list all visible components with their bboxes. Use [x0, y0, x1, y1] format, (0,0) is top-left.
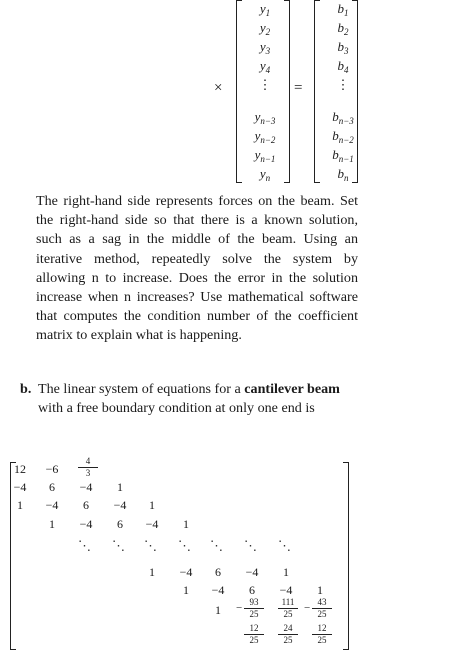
fraction-denominator: 25	[249, 635, 259, 645]
fraction-denominator: 3	[85, 468, 91, 478]
fraction-denominator: 25	[283, 635, 293, 645]
matrix-entry: −4	[145, 517, 159, 531]
y-vector-entry: $y_1$	[259, 1, 271, 18]
matrix-entry: 1	[117, 480, 123, 494]
y-vector-entry: $y_{n-3}$	[254, 109, 276, 126]
fraction-denominator: 25	[317, 635, 327, 645]
matrix-entry: −4	[79, 480, 93, 494]
matrix-right-bracket	[343, 462, 349, 650]
matrix-entry: 1	[49, 517, 55, 531]
matrix-entry: 1	[317, 583, 323, 597]
b-vector-entry: $b_n$	[337, 166, 349, 183]
item-b-label: b.	[20, 381, 32, 397]
matrix-entry: −6	[45, 462, 59, 476]
b-vector	[314, 0, 372, 181]
item-b-text-after: with a free boundary condition at only one end is	[38, 400, 315, 416]
y-vector-entry: $y_n$	[259, 166, 271, 183]
matrix-entry: 6	[249, 583, 255, 597]
y-vector-entry: $y_2$	[259, 20, 271, 37]
b-vector-entry: $b_{n-2}$	[332, 128, 354, 145]
fraction-sign: −	[236, 602, 243, 614]
b-vector-entry: $b_4$	[337, 58, 349, 75]
fraction-denominator: 25	[283, 609, 293, 619]
matrix-entry: 1	[183, 583, 189, 597]
b-vector-entry: $b_3$	[337, 39, 349, 56]
y-vector-entry: $y_{n-1}$	[254, 147, 276, 164]
fraction-numerator: 43	[312, 598, 332, 609]
matrix-entry: 12	[14, 462, 26, 476]
matrix-entry: −4	[211, 583, 225, 597]
fraction-numerator: 111	[278, 598, 298, 609]
item-b-text	[38, 380, 360, 418]
diagonal-dots: ⋱	[78, 538, 90, 553]
fraction-denominator: 25	[249, 609, 259, 619]
diagonal-dots: ⋱	[112, 538, 124, 553]
y-vector-entry: $y_3$	[259, 39, 271, 56]
matrix-entry: −4	[79, 517, 93, 531]
equals-sign: =	[294, 80, 303, 96]
diagonal-dots: ⋱	[178, 538, 190, 553]
fraction-sign: −	[304, 602, 311, 614]
b-vector-entry: $b_{n-1}$	[332, 147, 354, 164]
times-sign: ×	[214, 80, 223, 96]
matrix-entry: −4	[13, 480, 27, 494]
fraction-numerator: 12	[244, 624, 264, 635]
matrix-entry: −4	[113, 498, 127, 512]
matrix-entry: −4	[245, 565, 259, 579]
diagonal-dots: ⋱	[144, 538, 156, 553]
fraction-numerator: 24	[278, 624, 298, 635]
matrix-entry: 1	[149, 565, 155, 579]
y-vector-entry: ⋮	[258, 77, 272, 92]
b-vector-entry: $b_1$	[337, 1, 349, 18]
fraction-denominator: 25	[317, 609, 327, 619]
diagonal-dots: ⋱	[278, 538, 290, 553]
b-vector-entry: $b_2$	[337, 20, 349, 37]
matrix-entry: 6	[83, 498, 89, 512]
matrix-entry: 1	[283, 565, 289, 579]
b-vector-entry: $b_{n-3}$	[332, 109, 354, 126]
item-b-text-before: The linear system of equations for a	[38, 381, 245, 397]
matrix-entry: 1	[17, 498, 23, 512]
paragraph-text: The right-hand side represents forces on the beam. Set the right-hand side so that there is a known solution, such as a sag in the middle of the beam. Using an iterative method, repeatedly solve the system by allowing n to increase. Does the error in the solution increase when n increases? Use mathematical software that computes the condition number of the coefficient matrix to explain what is happening.	[36, 193, 358, 344]
matrix-entry: 1	[149, 498, 155, 512]
diagonal-dots: ⋱	[244, 538, 256, 553]
item-b-bold-term: cantilever beam	[244, 381, 340, 397]
y-vector-right-bracket	[284, 0, 290, 183]
matrix-entry: 6	[117, 517, 123, 531]
fraction-numerator: 4	[78, 457, 98, 468]
matrix-entry: −4	[179, 565, 193, 579]
y-vector-entry: $y_{n-2}$	[254, 128, 276, 145]
matrix-entry: −4	[279, 583, 293, 597]
matrix-entry: 6	[215, 565, 221, 579]
b-vector-right-bracket	[352, 0, 358, 183]
fraction-numerator: 93	[244, 598, 264, 609]
diagonal-dots: ⋱	[210, 538, 222, 553]
matrix-entry: 6	[49, 480, 55, 494]
matrix-entry: 1	[183, 517, 189, 531]
matrix-entry: −4	[45, 498, 59, 512]
fraction-numerator: 12	[312, 624, 332, 635]
body-paragraph	[36, 192, 358, 346]
y-vector-entry: $y_4$	[259, 58, 271, 75]
matrix-entry: 1	[215, 603, 221, 617]
b-vector-entry: ⋮	[336, 77, 350, 92]
